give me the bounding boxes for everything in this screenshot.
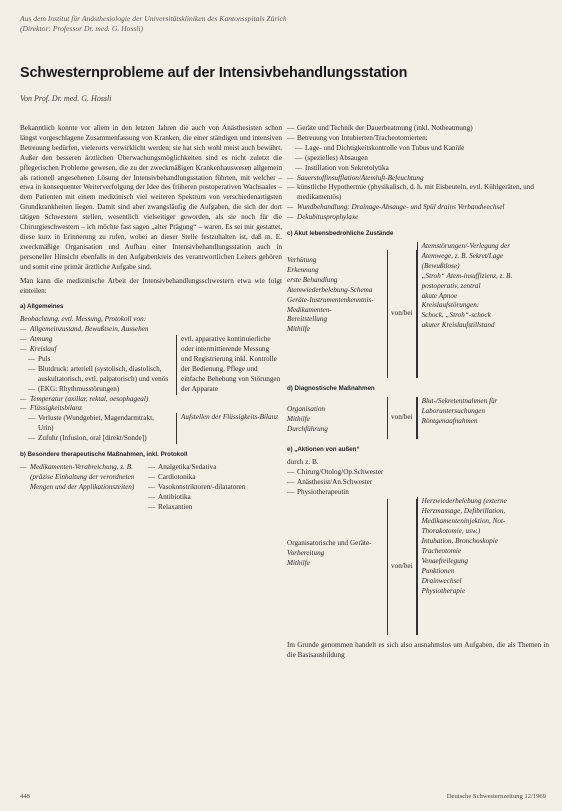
text-line: Organisatorische und Geräte- (287, 539, 372, 548)
page-number: 448 (20, 793, 30, 800)
text-line: durch z. B. (287, 457, 319, 466)
list-item: — Betreuung von Intubierten/Tracheotomierten: (287, 134, 549, 144)
bracket-note: evtl. apparative kontinuierliche oder intermittierende Messung und Registrierung inkl. Kontrolle der Bedienung, Pflege und einfache Behebung von Störungen der Apparate (176, 335, 281, 394)
list-item: — Analgetika/Sedativa (148, 463, 276, 473)
text-line: Schock, „Stroh“-schock (421, 311, 491, 320)
text-line: Mithilfe (287, 325, 310, 334)
text-line: Blut-/Sekretentnahmen für Laboruntersuchungen (421, 396, 498, 415)
list-item: — Wundbehandlung: Drainage-Absauge- und Spül drains Verbandwechsel (287, 203, 549, 213)
bracket-label: von/bei (391, 412, 413, 421)
text-line: Erkennung (287, 265, 319, 274)
text-line: Atemstörungen/-Verlegung der Atemwege, z. B. Sekret/Lage (Bewußtlose) (421, 241, 510, 270)
list-item: — Zufuhr (Infusion, oral [direkt/Sonde]) (20, 434, 170, 444)
list-item: — Medikamenten-Verabreichung, z. B. (präzise Einhaltung der verordneten Mengen und der Applikationszeiten) (20, 463, 148, 493)
list-item: — Sauerstoffinsufflation/Atemluft-Befeuchtung (287, 174, 549, 184)
text-line: Bereitstellung (287, 315, 328, 324)
journal-footer: Deutsche Schwesternzeitung 12/1969 (446, 793, 546, 800)
bracket (387, 397, 417, 439)
text-line: Vorbereitung (287, 549, 325, 558)
list-item: — Kreislauf (20, 345, 170, 355)
bracket-label: von/bei (391, 562, 413, 571)
closing-paragraph: Im Grunde genommen handelt es sich also ausnahmslos um Aufgaben, die als Themen in die Basisausbildung (287, 641, 549, 660)
list-item: — Cardiotonika (148, 473, 276, 483)
list-item: — Dekubitusprophylaxe (287, 213, 549, 223)
bracket-note: Aufstellen der Flüssigkeits-Bilanz (176, 413, 281, 445)
text-line: Verhütung (287, 255, 317, 264)
list-item: — Anästhesist/An.Schwester (287, 478, 549, 488)
text-line: Mithilfe (287, 559, 310, 568)
list-item: — Allgemeinzustand, Bewußtsein, Aussehen (20, 325, 282, 335)
text-line: Beobachtung, evtl. Messung, Protokoll von: (20, 315, 147, 324)
intro-paragraph: Man kann die medizinische Arbeit der Intensivbehandlungsschwestern etwa wie folgt einteilen: (20, 276, 282, 295)
bracket-label: von/bei (391, 309, 413, 318)
affiliation (20, 14, 540, 34)
section-heading: a) Allgemeines (20, 303, 64, 311)
text-line: Tracheotomie (421, 546, 462, 555)
text-line: Venaefreilegung (421, 556, 468, 565)
text-line: Organisation (287, 404, 326, 413)
text-line: akuter Kreislaufstillstand (421, 321, 495, 330)
text-line: Drainwechsel (421, 576, 462, 585)
bracket (387, 250, 417, 378)
list-item: — Instillation von Sekretolytika (287, 164, 549, 174)
list-item: — (EKG: Rhythmusstörungen) (20, 385, 170, 395)
list-item: — Lage- und Dichtigkeitskontrolle von Tubus und Kanüle (287, 144, 549, 154)
text-line: akute Apnoe (421, 291, 458, 300)
bracket (387, 499, 417, 635)
text-line: Punktionen (421, 566, 455, 575)
list-item: — Physiotherapeutin (287, 488, 549, 498)
text-line: Mithilfe (287, 414, 310, 423)
text-line: Physiotherapie (421, 586, 466, 595)
list-item: — Chirurg/Otolog/Op.Schwester (287, 468, 549, 478)
list-item: — Antibiotika (148, 493, 276, 503)
emergency-block (287, 242, 549, 378)
intro-paragraph: Bekanntlich konnte vor allem in den letzten Jahren die auch von Anästhesisten schon längst vorgeschlagene Zusammenfassung von Kranken, die einer ständigen und intensiven Betreuung bedürfen, vielerorts verwirklicht werden; sie hat sich wohl meist auch bewährt. Außer den besseren ärztlichen Überwachungsmöglichkeiten sind es nicht zuletzt die pflegerischen Probleme gewesen, die zu der zweckmäßigen Krankenhauswesen allgemein als rationell angesehenen Lösung der Intensivbehandlungsstation führten, mit welcher – etwa in konsequenter Weiterverfolgung der Idee des früheren postoperativen Wachsaales – dem Patienten mit einem medizinisch viel weiteren Spektrum von verschiedenartigsten Grundkrankheiten liegen. Damit sind aber zwangsläufig die Aufgaben, die sich der dort tätigen Schwestern stellen, wesentlich vielseitiger geworden, als sie noch für die Chirurgieschwestern – ich möchte fast sagen „alter Prägung“ – waren. Es sei mir gestattet, diese kurz in Erinnerung zu rufen, wobei an dieser Stelle festzuhalten ist, daß m. E. zweckmäßige Organisation und Aufbau einer Intensivbehandlungsstation auch in personeller Hinsicht ebenfalls in den Aufgabenkreis des verantwortlichen Leiters gehören und somit eine primär ärztliche Aufgabe sind. (20, 124, 282, 271)
text-line: Atemwiederbelebung-Schema (287, 285, 373, 294)
list-item: — Flüssigkeitsbilanz (20, 404, 170, 414)
list-item: — Vasokonstriktoren/-dilatatoren (148, 483, 276, 493)
actions-block (287, 497, 549, 635)
text-line: Kreislaufstörungen: (421, 301, 480, 310)
text-line: „Stroh“ Atem-insuffizienz, z. B. postoperativ, zentral (421, 271, 513, 290)
diagnostic-block (287, 397, 549, 439)
author: Von Prof. Dr. med. G. Hossli (20, 94, 112, 103)
list-item: — Puls (20, 355, 170, 365)
list-item: — Verluste (Wundgebiet, Magendarmtrakt, Urin) (20, 414, 170, 434)
right-column (287, 124, 549, 661)
list-item: — Temperatur (axillar, rektal, oesophageal) (20, 395, 170, 405)
left-column (20, 124, 282, 513)
bracket-left (287, 242, 387, 378)
section-heading: e) „Aktionen von außen“ (287, 445, 360, 453)
medication-block (20, 463, 282, 513)
page-title: Schwesternprobleme auf der Intensivbehandlungsstation (20, 65, 408, 81)
text-line: Geräte-Instrumentenkenntnis-Medikamenten- (287, 295, 374, 314)
list-item: — Relaxantien (148, 503, 276, 513)
list-item: — Blutdruck: arteriell (systolisch, diastolisch, auskultatorisch, evtl. palpatorisch) und venös (20, 365, 170, 385)
text-line: Herzwiederbelebung (externe Herzmassage, Defibrillation, Medikamenteninjektion, Not-Thorakotomie, usw.) (421, 497, 507, 536)
atmung-kreislauf-block (20, 335, 282, 394)
section-heading: d) Diagnostische Maßnahmen (287, 384, 375, 392)
list-item: — künstliche Hypothermie (physikalisch, d. h. mit Eisbeuteln, evtl. Kühlgeräten, und medikamentös) (287, 183, 549, 203)
affiliation-line: (Direktor: Professor Dr. med. G. Hossli) (20, 24, 144, 33)
text-line: Intubation, Bronchoskopie (421, 537, 498, 546)
text-line: Röntgenaufnahmen (421, 416, 478, 425)
list (20, 325, 282, 335)
affiliation-line: Aus dem Institut für Anästhesiologie der Universitätskliniken des Kantonsspitals Zürich (20, 14, 287, 23)
section-heading: b) Besondere therapeutische Maßnahmen, inkl. Protokoll (20, 451, 188, 459)
text-line: Durchführung (287, 424, 328, 433)
text-line: erste Behandlung (287, 275, 338, 284)
bracket-right (417, 242, 540, 378)
list-item: — Atmung (20, 335, 170, 345)
list-item: — Geräte und Technik der Dauerbeatmung (inkl. Notbeatmung) (287, 124, 549, 134)
list-item: — (spezielles) Absaugen (287, 154, 549, 164)
section-heading: c) Akut lebensbedrohliche Zustände (287, 230, 394, 238)
